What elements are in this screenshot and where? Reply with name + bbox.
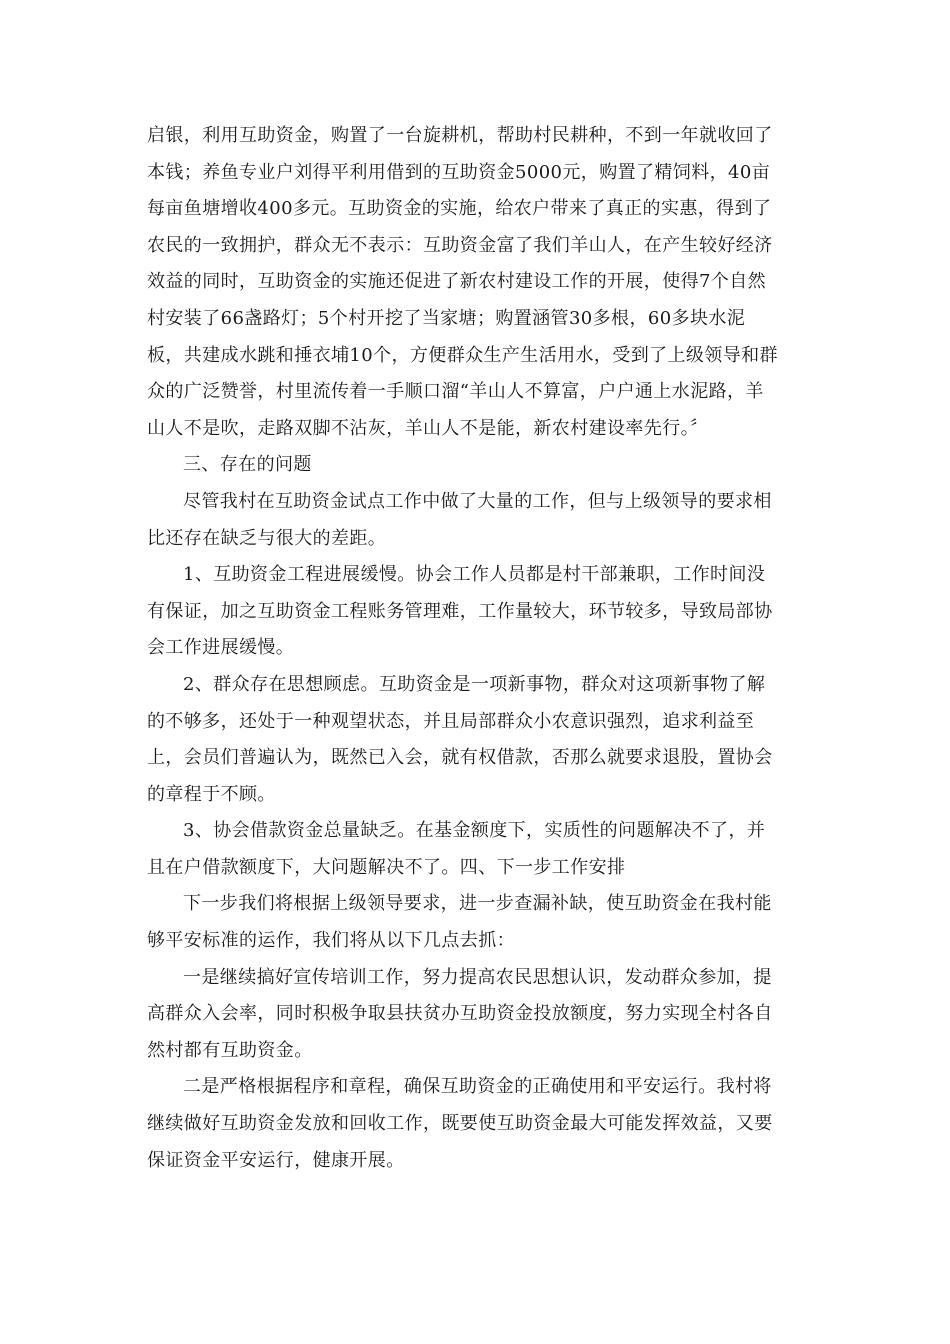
text-line: 启银，利用互助资金，购置了一台旋耕机，帮助村民耕种，不到一年就收回了 <box>147 125 773 146</box>
text-line: 农民的一致拥护，群众无不表示：互助资金富了我们羊山人，在产生较好经济 <box>147 234 773 256</box>
text-line: 板，共建成水跳和捶衣埔10个，方便群众生产生活用水，受到了上级领导和群 <box>147 344 778 366</box>
paragraph-problem-1 <box>147 557 807 667</box>
paragraph-problem-3 <box>147 813 807 886</box>
text-line: 上，会员们普遍认为，既然已入会，就有权借款，否那么就要求退股，置协会 <box>147 747 773 769</box>
text-line: 村安装了66盏路灯；5个村开挖了当家塘；购置涵管30多根，60多块水泥 <box>147 307 746 329</box>
text-line: 二是严格根据程序和章程，确保互助资金的正确使用和平安运行。我村将 <box>183 1076 772 1098</box>
text-line: 山人不是吹，走路双脚不沾灰，羊山人不是能，新农村建设率先行。〞 <box>147 417 709 439</box>
text-line: 够平安标准的运作，我们将从以下几点去抓： <box>147 930 515 952</box>
text-line: 效益的同时，互助资金的实施还促进了新农村建设工作的开展，使得7个自然 <box>147 271 767 293</box>
text-line: 每亩鱼塘增收400多元。互助资金的实施，给农户带来了真正的实惠，得到了 <box>147 198 772 220</box>
text-line: 本钱；养鱼专业户刘得平利用借到的互助资金5000元，购置了精饲料，40亩 <box>147 161 771 183</box>
paragraph-next-steps <box>147 886 807 959</box>
text-line: 3、协会借款资金总量缺乏。在基金额度下，实质性的问题解决不了，并 <box>183 820 766 842</box>
text-line: 继续做好互助资金发放和回收工作，既要使互助资金最大可能发挥效益，又要 <box>147 1113 773 1135</box>
text-line: 的章程于不顾。 <box>147 783 276 805</box>
text-line: 下一步我们将根据上级领导要求，进一步查漏补缺，使互助资金在我村能 <box>183 893 772 915</box>
text-line: 尽管我村在互助资金试点工作中做了大量的工作，但与上级领导的要求相 <box>183 490 772 512</box>
text-line: 一是继续搞好宣传培训工作，努力提高农民思想认识，发动群众参加，提 <box>183 966 772 988</box>
paragraph-step-2 <box>147 1069 807 1179</box>
paragraph-intro <box>147 484 807 557</box>
text-line: 有保证，加之互助资金工程账务管理难，工作量较大，环节较多，导致局部协 <box>147 600 773 622</box>
text-line: 1、互助资金工程进展缓慢。协会工作人员都是村干部兼职，工作时间没 <box>183 564 766 586</box>
document-page <box>147 118 807 1179</box>
text-line: 且在户借款额度下，大问题解决不了。四、下一步工作安排 <box>147 856 626 878</box>
text-line: 然村都有互助资金。 <box>147 1039 313 1061</box>
text-line: 的不够多，还处于一种观望状态，并且局部群众小农意识强烈，追求利益至 <box>147 710 755 732</box>
text-line: 众的广泛赞誉，村里流传着一手顺口溜“羊山人不算富，户户通上水泥路，羊 <box>147 381 764 403</box>
paragraph-problem-2 <box>147 667 807 813</box>
section-heading <box>147 447 807 484</box>
paragraph-continuation <box>147 118 807 447</box>
text-line: 会工作进展缓慢。 <box>147 637 295 659</box>
text-line: 保证资金平安运行，健康开展。 <box>147 1149 405 1171</box>
paragraph-step-1 <box>147 960 807 1070</box>
text-line: 比还存在缺乏与很大的差距。 <box>147 527 387 549</box>
text-line: 2、群众存在思想顾虑。互助资金是一项新事物，群众对这项新事物了解 <box>183 673 766 695</box>
heading-text: 三、存在的问题 <box>183 454 312 476</box>
text-line: 高群众入会率，同时积极争取县扶贫办互助资金投放额度，努力实现全村各自 <box>147 1003 773 1025</box>
